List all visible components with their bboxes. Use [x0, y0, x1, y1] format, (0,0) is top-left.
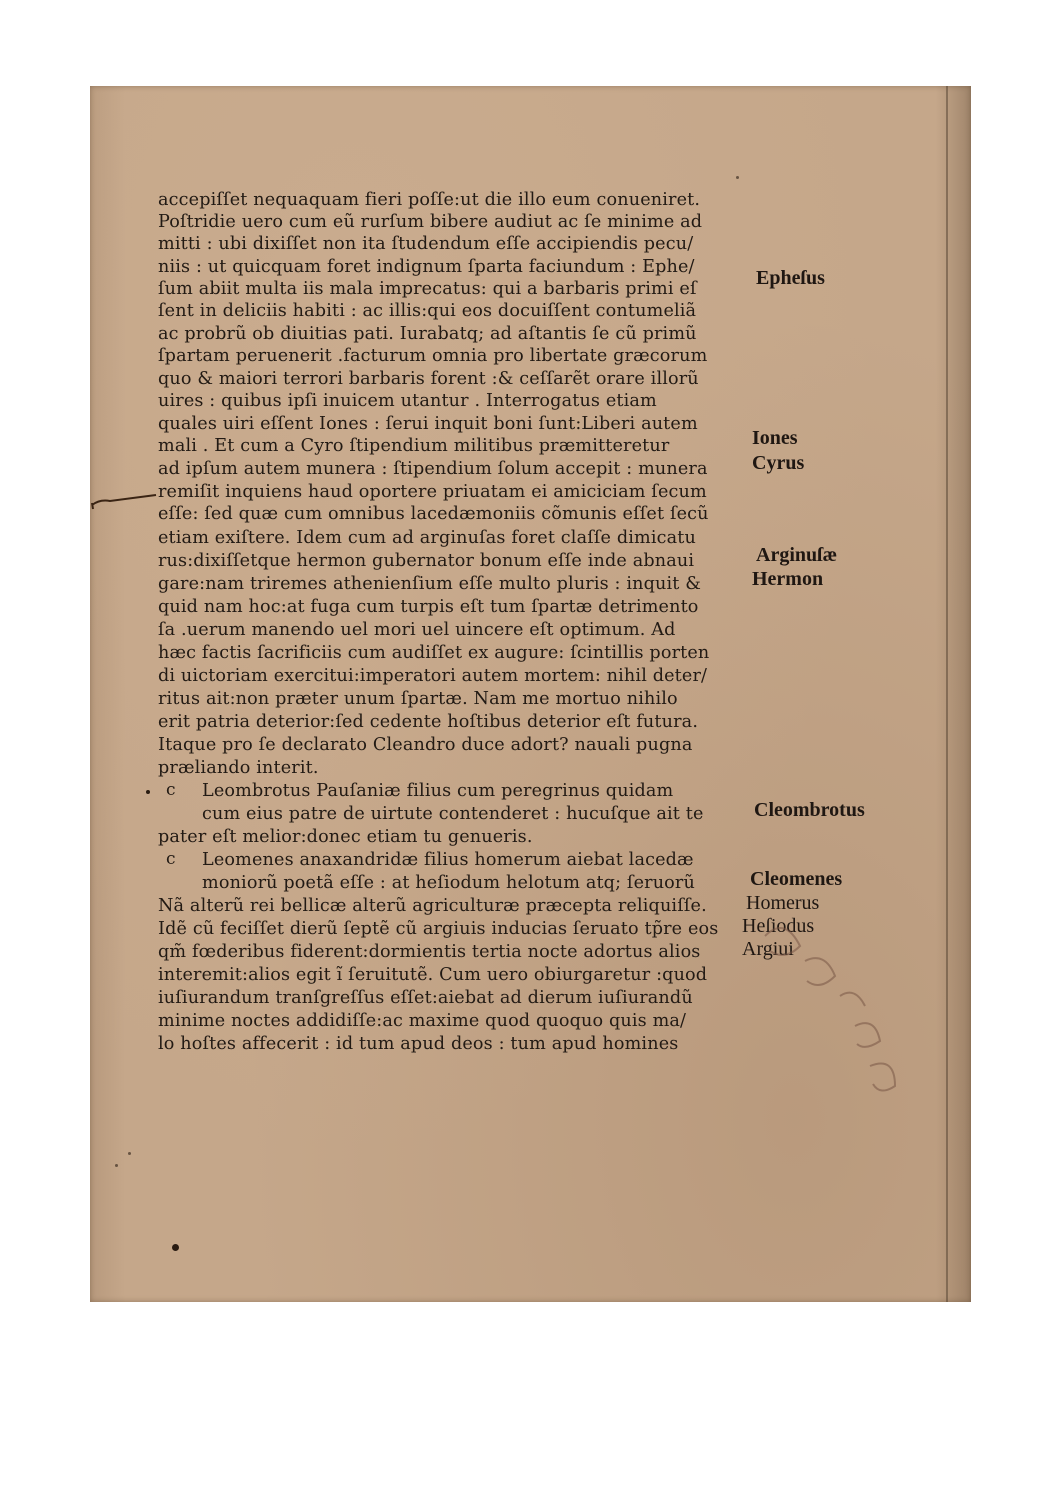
text-line: minime noctes addidiſſe:ac maxime quod quoquo quis ma/	[158, 1011, 687, 1031]
text-line: ritus ait:non præter unum ſpartæ. Nam me mortuo nihilo	[158, 689, 678, 709]
paper-speck	[172, 1244, 179, 1251]
text-line: pater eſt melior:donec etiam tu genueris.	[158, 827, 533, 847]
ink-dot	[146, 790, 150, 794]
marginal-note: Heſiodus	[742, 915, 815, 937]
marginal-note: Epheſus	[756, 267, 825, 289]
text-line: ſa .uerum manendo uel mori uel uincere eſt optimum. Ad	[158, 620, 676, 640]
text-line: Idẽ cũ feciſſet dierũ ſeptẽ cũ argiuis inducias ſeruato tp̃re eos	[158, 919, 719, 939]
marginal-note: Argiui	[742, 938, 794, 960]
paper-speck	[128, 1152, 131, 1155]
paper-speck	[115, 1164, 118, 1167]
text-line: Itaque pro ſe declarato Cleandro duce adort? nauali pugna	[158, 735, 693, 755]
text-line: ſpartam peruenerit .facturum omnia pro libertate græcorum	[158, 346, 708, 366]
library-stamp-icon	[745, 906, 915, 1106]
text-line: erit patria deterior:ſed cedente hoſtibus deterior eſt futura.	[158, 712, 699, 732]
marginal-note: Hermon	[752, 568, 824, 590]
text-line: quo & maiori terrori barbaris forent :& ceſſarẽt orare illorũ	[158, 369, 699, 389]
manuscript-page	[90, 86, 971, 1302]
section-mark: c	[166, 780, 176, 800]
text-line: Poſtridie uero cum eũ rurſum bibere audiut ac ſe minime ad	[158, 212, 703, 232]
text-line: Nã alterũ rei bellicæ alterũ agriculturæ præcepta reliquiſſe.	[158, 896, 707, 916]
text-line: gare:nam triremes athenienſium eſſe multo pluris : inquit &	[158, 574, 702, 594]
text-line: quales uiri eſſent Iones : ſerui inquit boni ſunt:Liberi autem	[158, 414, 698, 434]
text-line: ſent in deliciis habiti : ac illis:qui eos docuiſſent contumeliã	[158, 301, 697, 321]
text-line: mitti : ubi dixiſſet non ita ſtudendum eſſe accipiendis pecu/	[158, 234, 694, 254]
text-line: præliando interit.	[158, 758, 319, 778]
paper-speck	[736, 176, 739, 179]
page-edge-rule	[946, 86, 948, 1302]
text-line: lo hoſtes affecerit : id tum apud deos : tum apud homines	[158, 1034, 679, 1054]
marginal-note: Iones	[752, 427, 798, 449]
text-line: niis : ut quicquam foret indignum ſparta faciundum : Ephe/	[158, 257, 695, 277]
text-line: interemit:alios egit ĩ ſeruitutẽ. Cum uero obiurgaretur :quod	[158, 965, 708, 985]
text-line: quid nam hoc:at fuga cum turpis eſt tum ſpartæ detrimento	[158, 597, 699, 617]
text-line: Leomenes anaxandridæ filius homerum aiebat lacedæ	[202, 850, 694, 870]
text-line: iuſiurandum tranſgreſſus eſſet:aiebat ad dierum iuſiurandũ	[158, 988, 693, 1008]
text-line: eſſe: ſed quæ cum omnibus lacedæmoniis cõmunis eſſet ſecũ	[158, 504, 709, 524]
marginal-note: Homerus	[746, 892, 820, 914]
text-line: accepiſſet nequaquam fieri poſſe:ut die illo eum conueniret.	[158, 190, 701, 210]
text-line: ad ipſum autem munera : ſtipendium ſolum accepit : munera	[158, 459, 708, 479]
marginal-note: Cleomenes	[750, 868, 843, 890]
text-line: Leombrotus Pauſaniæ filius cum peregrinus quidam	[202, 781, 674, 801]
text-line: ſum abiit multa iis mala imprecatus: qui a barbaris primi eſ	[158, 279, 697, 299]
text-line: moniorũ poetã eſſe : at heſiodum helotum atq; ſeruorũ	[202, 873, 695, 893]
text-line: hæc factis ſacrificiis cum audiſſet ex augure: ſcintillis porten	[158, 643, 710, 663]
pen-mark-icon	[90, 491, 160, 511]
marginal-note: Cleombrotus	[754, 799, 865, 821]
text-line: cum eius patre de uirtute contenderet : hucuſque ait te	[202, 804, 704, 824]
text-line: mali . Et cum a Cyro ſtipendium militibus præmitteretur	[158, 436, 670, 456]
text-line: rus:dixiſſetque hermon gubernator bonum eſſe inde abnaui	[158, 551, 695, 571]
text-line: ac probrũ ob diuitias pati. Iurabatq; ad aſtantis ſe cũ primũ	[158, 324, 697, 344]
section-mark: c	[166, 849, 176, 869]
text-line: di uictoriam exercitui:imperatori autem mortem: nihil deter/	[158, 666, 708, 686]
text-line: uires : quibus ipſi inuicem utantur . Interrogatus etiam	[158, 391, 657, 411]
marginal-note: Cyrus	[752, 452, 805, 474]
text-line: etiam exiſtere. Idem cum ad arginuſas foret claſſe dimicatu	[158, 528, 696, 548]
text-line: qm̃ fœderibus fiderent:dormientis tertia nocte adortus alios	[158, 942, 701, 962]
marginal-note: Arginuſæ	[756, 544, 838, 566]
text-line: remiſit inquiens haud oportere priuatam ei amiciciam ſecum	[158, 482, 707, 502]
